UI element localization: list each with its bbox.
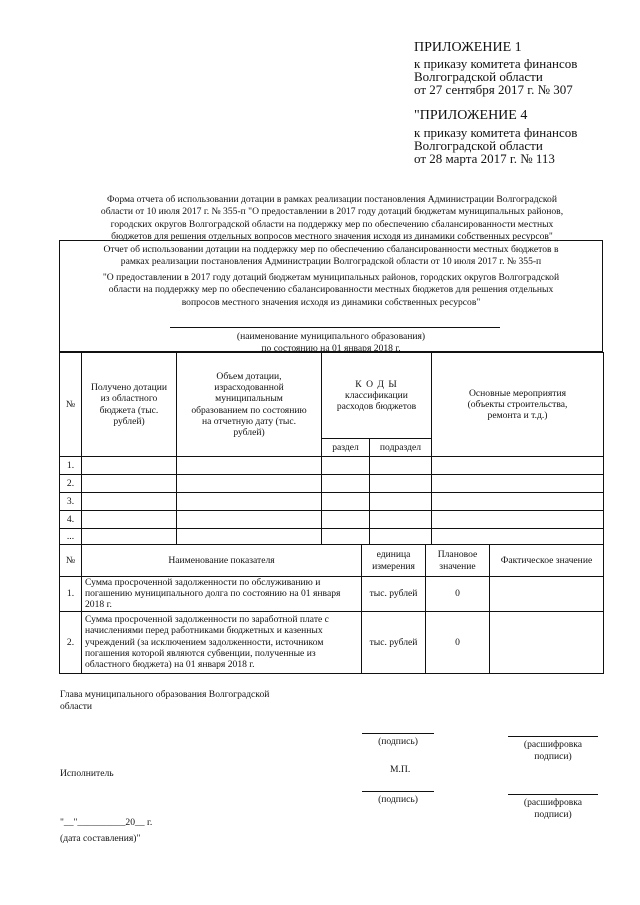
table-cell	[370, 511, 432, 529]
signature-line	[362, 791, 434, 792]
col-indicator-header: Наименование показателя	[82, 545, 362, 577]
row-number: 2.	[60, 475, 82, 493]
report-title-box	[59, 240, 603, 352]
col-subsection-header: подраздел	[370, 439, 432, 457]
table-row	[60, 457, 604, 475]
executor-label: Исполнитель	[60, 768, 114, 779]
appendix-4-title: "ПРИЛОЖЕНИЕ 4	[414, 108, 528, 123]
municipality-name-line	[170, 327, 500, 328]
appendix-1-line: Волгоградской области	[414, 69, 543, 84]
col-unit-header: единица измерения	[362, 545, 426, 577]
table-cell	[177, 511, 322, 529]
table-cell	[177, 493, 322, 511]
indicator-fact	[490, 577, 604, 612]
indicator-unit: тыс. рублей	[362, 577, 426, 612]
table-cell	[432, 457, 604, 475]
col-fact-header: Фактическое значение	[490, 545, 604, 577]
date-caption: (дата составления)"	[60, 833, 141, 844]
appendix-4-line: от 28 марта 2017 г. № 113	[414, 151, 555, 166]
decoding-line	[508, 794, 598, 795]
indicator-name: Сумма просроченной задолженности по заработной плате с начислениями перед работниками бюджетных и казенных учреждений (за исключением задолженности, источником погашения которой являются субвенции, полученные из областного бюджета) на 01 января 2018 г.	[82, 611, 362, 673]
table-cell	[177, 529, 322, 545]
appendix-4-line: Волгоградской области	[414, 138, 543, 153]
signature-caption: (подпись)	[378, 736, 418, 747]
table-cell	[82, 511, 177, 529]
decoding-caption: (расшифровка	[523, 797, 583, 808]
table-row	[60, 493, 604, 511]
col-measures-header: Основные мероприятия (объекты строительства, ремонта и т.д.)	[432, 353, 604, 457]
appendix-1-line: от 27 сентября 2017 г. № 307	[414, 82, 573, 97]
form-intro	[52, 194, 612, 243]
appendix-1-line: к приказу комитета финансов	[414, 56, 578, 71]
decoding-line	[508, 736, 598, 737]
col-num-header: №	[60, 545, 82, 577]
table-cell	[82, 529, 177, 545]
table-cell	[82, 457, 177, 475]
report-title-line: вопросов местного значения исходя из динамики собственных ресурсов"	[181, 296, 481, 308]
stamp-place-label: М.П.	[390, 764, 411, 775]
col-spent-header: Объем дотации, израсходованной муниципальным образованием по состоянию на отчетную дату (тыс. рублей)	[177, 353, 322, 457]
report-title-line: "О предоставлении в 2017 году дотаций бюджетам муниципальных районов, городских округов Волгоградской	[102, 271, 560, 283]
table-cell	[432, 511, 604, 529]
table-cell	[322, 493, 370, 511]
table-cell	[432, 475, 604, 493]
table-row	[60, 475, 604, 493]
table-cell	[432, 493, 604, 511]
indicator-fact	[490, 611, 604, 673]
table-row	[60, 511, 604, 529]
intro-line: области от 10 июля 2017 г. № 355-п "О предоставлении в 2017 году дотаций бюджетам муниципальных районов,	[100, 206, 564, 218]
report-title-line: области на поддержку мер по обеспечению сбалансированности местных бюджетов для решения отдельных	[108, 284, 554, 296]
head-of-municipality-label: области	[60, 701, 93, 712]
decoding-caption: (расшифровка	[523, 739, 583, 750]
appendix-1-title: ПРИЛОЖЕНИЕ 1	[414, 40, 522, 55]
row-number: 4.	[60, 511, 82, 529]
indicator-plan: 0	[426, 611, 490, 673]
dotation-usage-table	[59, 352, 604, 545]
municipality-caption: (наименование муниципального образования)	[236, 331, 426, 342]
table-cell	[370, 529, 432, 545]
table-cell	[432, 529, 604, 545]
table-cell	[177, 475, 322, 493]
intro-line: городских округов Волгоградской области на поддержку мер по обеспечению сбалансированности местных	[110, 218, 554, 230]
head-of-municipality-label: Глава муниципального образования Волгоградской	[60, 689, 270, 700]
table-cell	[177, 457, 322, 475]
report-date-caption: по состоянию на 01 января 2018 г.	[261, 342, 401, 354]
row-number: 2.	[60, 611, 82, 673]
signature-line	[362, 733, 434, 734]
signature-caption: (подпись)	[378, 794, 418, 805]
table-cell	[370, 493, 432, 511]
row-number: 3.	[60, 493, 82, 511]
table-cell	[82, 493, 177, 511]
table-row	[60, 529, 604, 545]
table-cell	[322, 529, 370, 545]
decoding-caption: подписи)	[534, 809, 572, 820]
table-cell	[370, 457, 432, 475]
appendix-4-line: к приказу комитета финансов	[414, 125, 578, 140]
codes-subtitle: классификации расходов бюджетов	[336, 389, 417, 413]
codes-title: К О Д Ы	[355, 378, 398, 390]
table-row	[60, 577, 604, 612]
row-number: ...	[60, 529, 82, 545]
date-field: "__"__________20__ г.	[60, 817, 153, 828]
col-plan-header: Плановое значение	[426, 545, 490, 577]
decoding-caption: подписи)	[534, 751, 572, 762]
indicator-unit: тыс. рублей	[362, 611, 426, 673]
col-num-header: №	[60, 353, 82, 457]
indicator-plan: 0	[426, 577, 490, 612]
table-cell	[370, 475, 432, 493]
row-number: 1.	[60, 577, 82, 612]
report-title-line: Отчет об использовании дотации на поддержку мер по обеспечению сбалансированности местных бюджетов в	[103, 244, 559, 255]
col-received-header: Получено дотации из областного бюджета (тыс. рублей)	[82, 353, 177, 457]
col-codes-header	[322, 353, 432, 439]
table-cell	[322, 457, 370, 475]
indicators-table	[59, 544, 604, 674]
intro-line: Форма отчета об использовании дотации в рамках реализации постановления Администрации Волгоградской	[106, 194, 557, 205]
table-row	[60, 611, 604, 673]
indicator-name: Сумма просроченной задолженности по обслуживанию и погашению муниципального долга по состоянию на 01 января 2018 г.	[82, 577, 362, 612]
row-number: 1.	[60, 457, 82, 475]
table-cell	[82, 475, 177, 493]
table-cell	[322, 475, 370, 493]
intro-line: бюджетов для решения отдельных вопросов местного значения исходя из динамики собственных ресурсов"	[111, 230, 553, 242]
col-section-header: раздел	[322, 439, 370, 457]
table-cell	[322, 511, 370, 529]
report-title-line: рамках реализации постановления Администрации Волгоградской области от 10 июля 2017 г. № 355-п	[120, 256, 542, 268]
